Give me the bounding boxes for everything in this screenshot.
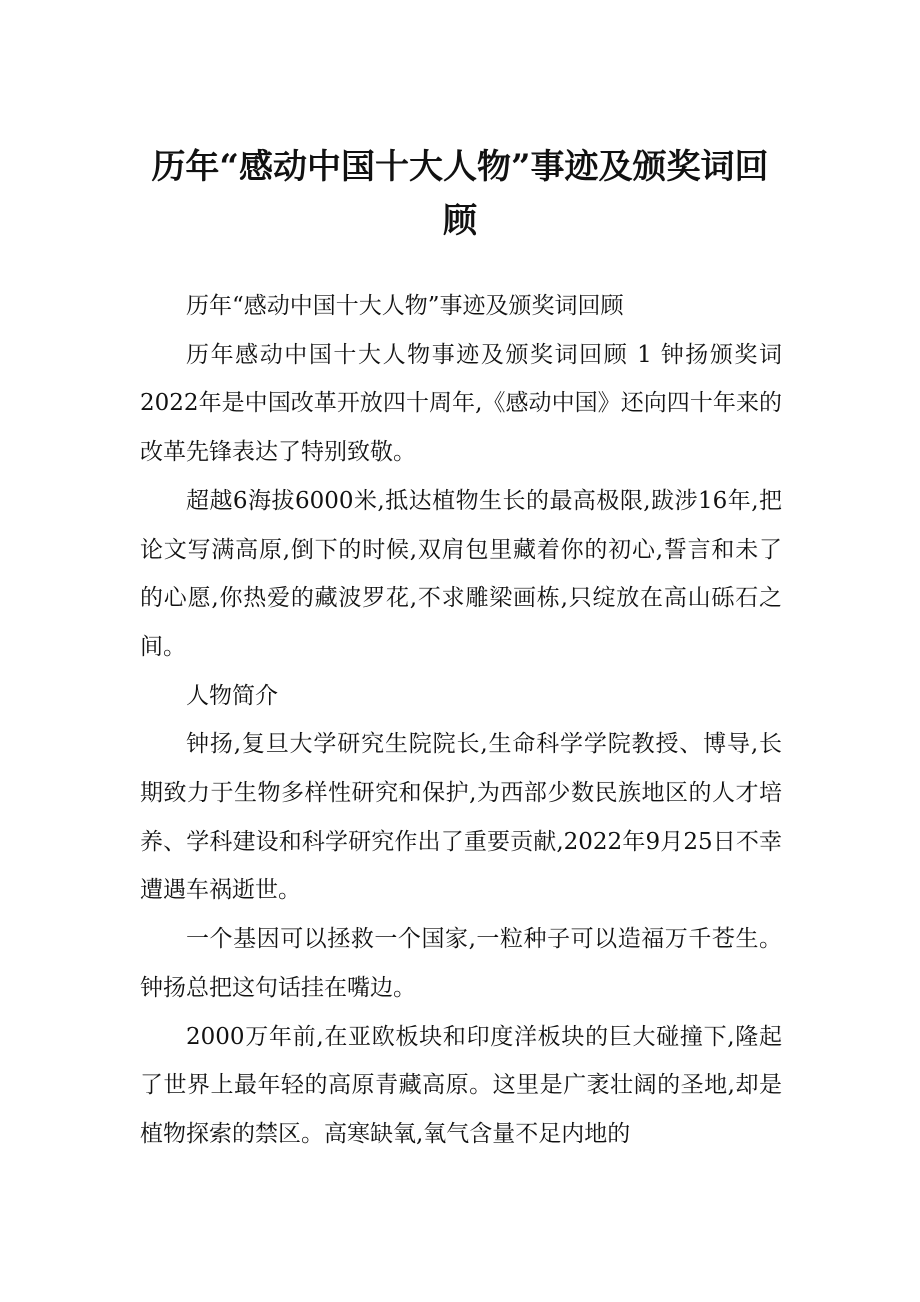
document-title: 历年“感动中国十大人物”事迹及颁奖词回顾 xyxy=(151,147,769,241)
subtitle-paragraph: 历年“感动中国十大人物”事迹及颁奖词回顾 xyxy=(186,293,624,319)
document-body xyxy=(140,282,782,1159)
profile-paragraph: 钟扬,复旦大学研究生院院长,生命科学学院教授、博导,长期致力于生物多样性研究和保护,为西部少数民族地区的人才培养、学科建设和科学研究作出了重要贡献,2022年9月25日不幸遭遇车祸逝世。 xyxy=(140,731,782,904)
plateau-paragraph: 2000万年前,在亚欧板块和印度洋板块的巨大碰撞下,隆起了世界上最年轻的高原青藏高原。这里是广袤壮阔的圣地,却是植物探索的禁区。高寒缺氧,氧气含量不足内地的 xyxy=(140,1023,782,1147)
award-speech-paragraph: 超越6海拔6000米,抵达植物生长的最高极限,跋涉16年,把论文写满高原,倒下的时候,双肩包里藏着你的初心,誓言和未了的心愿,你热爱的藏波罗花,不求雕梁画栋,只绽放在高山砾石之间。 xyxy=(140,487,782,660)
quote-paragraph: 一个基因可以拯救一个国家,一粒种子可以造福万千苍生。钟扬总把这句话挂在嘴边。 xyxy=(140,926,782,1001)
intro-paragraph: 历年感动中国十大人物事迹及颁奖词回顾 1 钟扬颁奖词2022年是中国改革开放四十周年,《感动中国》还向四十年来的改革先锋表达了特别致敬。 xyxy=(140,341,782,466)
profile-heading: 人物简介 xyxy=(186,682,278,709)
